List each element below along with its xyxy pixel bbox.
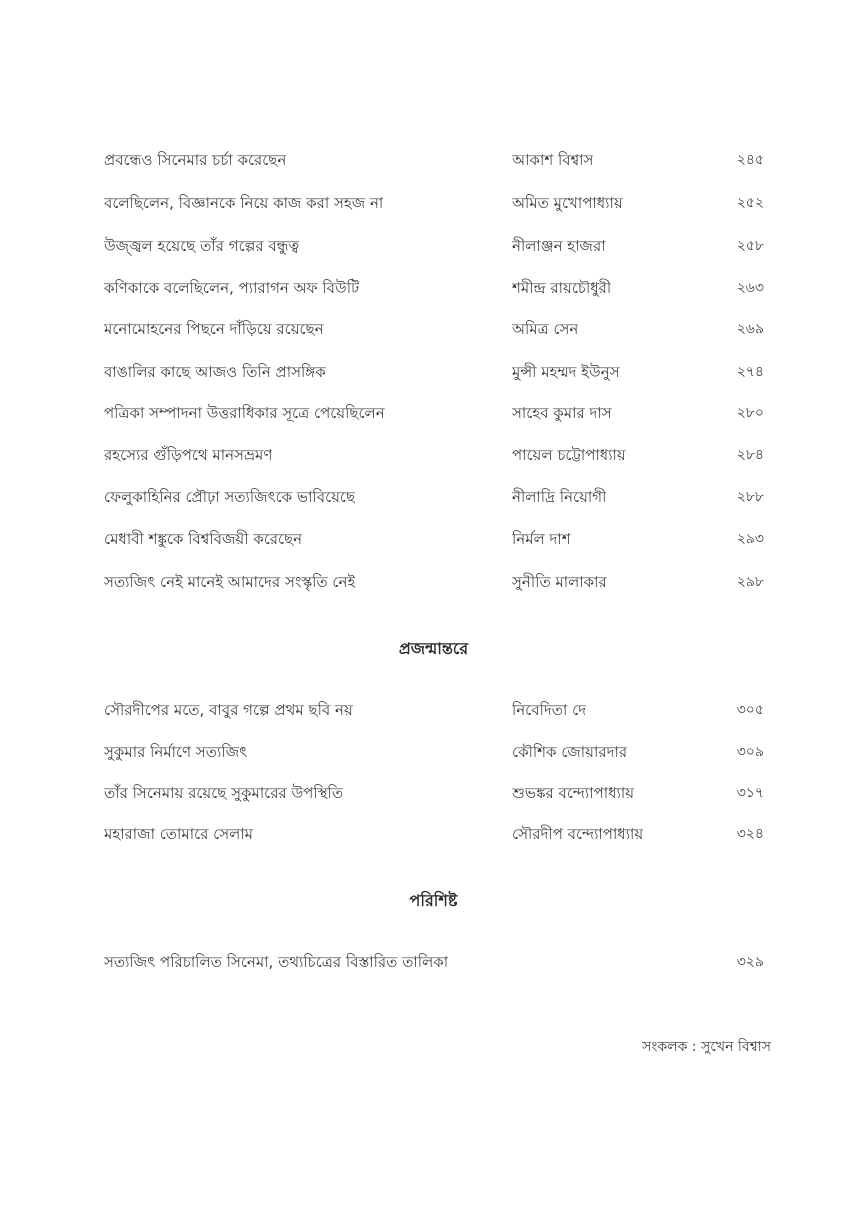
toc-entry[interactable]	[104, 737, 764, 767]
entry-page-number: ২৬৯	[736, 321, 764, 337]
entry-title: বলেছিলেন, বিজ্ঞানকে নিয়ে কাজ করা সহজ না	[104, 194, 384, 212]
entry-title: তাঁর সিনেমায় রয়েছে সুকুমারের উপস্থিতি	[104, 784, 344, 802]
entry-title: সৌরদীপের মতে, বাবুর গল্পে প্রথম ছবি নয়	[104, 701, 353, 719]
entry-author: নীলাঞ্জন হাজরা	[512, 237, 606, 255]
entry-page-number: ২৭৪	[736, 364, 764, 380]
toc-entry[interactable]	[104, 314, 764, 344]
entry-author: আকাশ বিশ্বাস	[512, 151, 594, 169]
entry-title: উজ্জ্বল হয়েছে তাঁর গল্পের বন্ধুত্ব	[104, 237, 300, 255]
section-heading: পরিশিষ্ট	[409, 891, 458, 910]
entry-title: মনোমোহনের পিছনে দাঁড়িয়ে রয়েছেন	[104, 320, 324, 338]
entry-author: সাহেব কুমার দাস	[512, 404, 612, 422]
entry-author: সৌরদীপ বন্দ্যোপাধ্যায়	[512, 825, 644, 843]
entry-title: সত্যজিৎ পরিচালিত সিনেমা, তথ্যচিত্রের বিস্তারিত তালিকা	[104, 953, 449, 971]
toc-entry[interactable]	[104, 440, 764, 470]
entry-author: অমিত মুখোপাধ্যায়	[512, 194, 623, 212]
toc-entry[interactable]	[104, 231, 764, 261]
entry-title: সত্যজিৎ নেই মানেই আমাদের সংস্কৃতি নেই	[104, 573, 356, 591]
entry-author: শমীন্দ্র রায়চৌধুরী	[512, 279, 612, 297]
toc-entry[interactable]	[104, 524, 764, 554]
entry-title: ফেলুকাহিনির প্রৌঢ়া সত্যজিৎকে ভাবিয়েছে	[104, 488, 356, 506]
entry-author: নীলাদ্রি নিয়োগী	[512, 488, 607, 506]
entry-title: পত্রিকা সম্পাদনা উত্তরাধিকার সূত্রে পেয়েছিলেন	[104, 404, 385, 422]
section-heading: প্রজন্মান্তরে	[398, 639, 469, 658]
entry-title: মেধাবী শঙ্কুকে বিশ্ববিজয়ী করেছেন	[104, 530, 303, 548]
toc-entry[interactable]	[104, 482, 764, 512]
entry-author: নিবেদিতা দে	[512, 701, 587, 719]
entry-author: মুন্সী মহম্মদ ইউনুস	[512, 363, 620, 381]
entry-author: সুনীতি মালাকার	[512, 573, 607, 591]
entry-page-number: ২৮৪	[736, 447, 764, 463]
toc-entry[interactable]	[104, 947, 764, 977]
entry-page-number: ২৯৩	[736, 531, 764, 547]
entry-author: কৌশিক জোয়ারদার	[512, 743, 628, 761]
entry-author: অমিত্র সেন	[512, 320, 579, 338]
toc-entry[interactable]	[104, 188, 764, 218]
toc-entry[interactable]	[104, 778, 764, 808]
toc-entry[interactable]	[104, 273, 764, 303]
entry-author: নির্মল দাশ	[512, 530, 571, 548]
entry-title: কণিকাকে বলেছিলেন, প্যারাগন অফ বিউটি	[104, 279, 360, 297]
entry-page-number: ৩২৯	[736, 954, 764, 970]
entry-page-number: ৩০৫	[736, 702, 764, 718]
entry-title: রহস্যের গুঁড়িপথে মানসভ্রমণ	[104, 446, 273, 464]
toc-entry[interactable]	[104, 398, 764, 428]
entry-page-number: ২৬৩	[736, 280, 764, 296]
compiler-credit: সংকলক : সুখেন বিশ্বাস	[642, 1039, 771, 1055]
entry-title: মহারাজা তোমারে সেলাম	[104, 825, 253, 843]
entry-page-number: ২৫৮	[736, 238, 764, 254]
toc-entry[interactable]	[104, 145, 764, 175]
toc-entry[interactable]	[104, 695, 764, 725]
entry-page-number: ২৯৮	[736, 574, 764, 590]
entry-page-number: ২৪৫	[736, 152, 764, 168]
entry-page-number: ২৫২	[736, 195, 764, 211]
entry-author: শুভঙ্কর বন্দ্যোপাধ্যায়	[512, 784, 635, 802]
entry-title: সুকুমার নির্মাণে সত্যজিৎ	[104, 743, 248, 761]
entry-page-number: ৩১৭	[736, 785, 764, 801]
entry-title: প্রবন্ধেও সিনেমার চর্চা করেছেন	[104, 151, 287, 169]
entry-page-number: ৩২৪	[736, 826, 764, 842]
toc-entry[interactable]	[104, 819, 764, 849]
entry-page-number: ২৮০	[736, 405, 764, 421]
entry-page-number: ২৮৮	[736, 489, 764, 505]
entry-title: বাঙালির কাছে আজও তিনি প্রাসঙ্গিক	[104, 363, 326, 381]
toc-entry[interactable]	[104, 357, 764, 387]
toc-entry[interactable]	[104, 567, 764, 597]
entry-page-number: ৩০৯	[736, 744, 764, 760]
entry-author: পায়েল চট্টোপাধ্যায়	[512, 446, 626, 464]
